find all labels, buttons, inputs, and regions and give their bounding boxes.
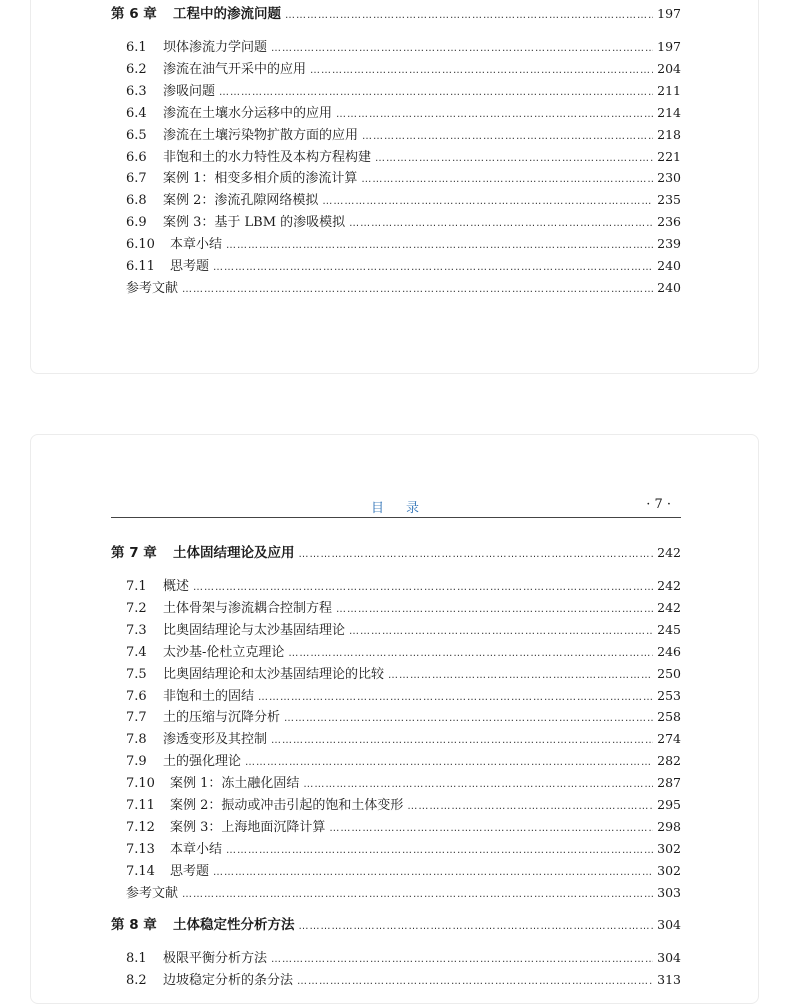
toc-entry-page: 303 [657, 884, 681, 900]
toc-entry-page: 245 [657, 621, 681, 637]
toc-entry-title: 边坡稳定分析的条分法 [163, 972, 294, 988]
toc-entry-page: 240 [657, 258, 681, 273]
toc-entry-title: 比奥固结理论与太沙基固结理论 [163, 622, 346, 638]
toc-entry-page: 302 [657, 862, 681, 878]
dot-leader [362, 128, 653, 145]
toc-section-row [126, 731, 681, 749]
dot-leader [245, 754, 653, 771]
toc-section-row [126, 61, 681, 79]
toc-section-row [126, 214, 681, 232]
toc-entry-page: 197 [657, 39, 681, 54]
toc-entry-page: 258 [657, 709, 681, 725]
toc-entry-title: 极限平衡分析方法 [163, 951, 268, 966]
toc-entry-page: 230 [657, 170, 681, 186]
dot-leader [322, 193, 653, 210]
dot-leader [388, 667, 653, 684]
toc-entry-page: 204 [657, 60, 681, 76]
toc-entry-number: 8.2 [126, 972, 147, 988]
toc-entry-page: 253 [657, 687, 681, 703]
dot-leader [349, 623, 653, 640]
toc-page-bottom [30, 434, 759, 1004]
toc-entry-number: 第 7 章 [111, 545, 157, 561]
toc-section-row [126, 709, 681, 727]
toc-entry-title: 土的压缩与沉降分析 [163, 710, 281, 726]
page-number-label: · 7 · [646, 497, 671, 512]
toc-entry-title: 渗透变形及其控制 [163, 732, 268, 748]
toc-entry-number: 7.3 [126, 622, 147, 638]
toc-chapter-row [111, 6, 681, 24]
toc-section-row [126, 39, 681, 57]
toc-entry-title: 渗流在油气开采中的应用 [163, 61, 307, 77]
toc-page-top [30, 0, 759, 374]
toc-section-row [126, 863, 681, 881]
toc-section-row [126, 950, 681, 968]
dot-leader [284, 710, 653, 727]
toc-entry-page: 295 [657, 797, 681, 812]
dot-leader [271, 951, 653, 968]
toc-entry-title: 非饱和土的水力特性及本构方程构建 [163, 149, 372, 165]
toc-entry-number: 第 8 章 [111, 917, 157, 933]
toc-section-row [126, 841, 681, 859]
dot-leader [299, 917, 654, 935]
toc-entry-page: 298 [657, 818, 681, 834]
dot-leader [303, 776, 653, 793]
toc-entry-number: 6.5 [126, 127, 147, 143]
dot-leader [349, 215, 653, 232]
toc-section-row [126, 105, 681, 123]
dot-leader [375, 150, 653, 167]
toc-entry-number: 7.9 [126, 754, 147, 770]
toc-entry-page: 274 [657, 731, 681, 747]
toc-entry-page: 287 [657, 775, 681, 791]
toc-entry-title: 参考文献 [126, 280, 179, 296]
toc-references-row [126, 280, 681, 298]
toc-section-row [126, 83, 681, 101]
toc-entry-page: 250 [657, 665, 681, 681]
dot-leader [226, 842, 653, 859]
toc-entry-number: 6.8 [126, 193, 147, 209]
toc-entry-page: 236 [657, 214, 681, 230]
toc-section-row [126, 688, 681, 706]
toc-section-row [126, 644, 681, 662]
running-title: 目录 [371, 501, 442, 516]
toc-entry-number: 7.10 [126, 776, 155, 792]
toc-entry-number: 8.1 [126, 951, 147, 966]
toc-entry-page: 218 [657, 126, 681, 142]
toc-entry-title: 案例 1：相变多相介质的渗流计算 [163, 171, 358, 187]
toc-entry-title: 案例 3：基于 LBM 的渗吸模拟 [163, 215, 346, 231]
toc-section-row [126, 127, 681, 145]
toc-entry-number: 7.5 [126, 666, 147, 682]
dot-leader [329, 820, 653, 837]
toc-references-row [126, 885, 681, 903]
toc-entry-title: 土体固结理论及应用 [173, 545, 295, 561]
toc-section-row [126, 622, 681, 640]
toc-entry-title: 坝体渗流力学问题 [163, 40, 268, 55]
toc-entry-title: 案例 2：渗流孔隙网络模拟 [163, 193, 319, 209]
toc-entry-number: 7.11 [126, 798, 155, 813]
toc-section-row [126, 666, 681, 684]
toc-entry-title: 渗流在土壤水分运移中的应用 [163, 105, 333, 121]
dot-leader [299, 545, 654, 563]
toc-entry-number: 7.1 [126, 579, 147, 594]
toc-entry-title: 土的强化理论 [163, 754, 242, 770]
toc-entry-number: 6.2 [126, 61, 147, 77]
toc-entry-page: 304 [657, 917, 681, 932]
toc-section-row [126, 775, 681, 793]
toc-entry-page: 246 [657, 643, 681, 659]
dot-leader [219, 84, 653, 101]
toc-entry-title: 本章小结 [170, 237, 223, 253]
dot-leader [258, 689, 653, 706]
dot-leader [213, 259, 653, 276]
toc-entry-title: 案例 1：冻土融化固结 [170, 776, 300, 792]
running-header [111, 497, 681, 518]
toc-entry-title: 土体骨架与渗流耦合控制方程 [163, 600, 333, 616]
toc-entry-number: 7.6 [126, 688, 147, 704]
toc-section-row [126, 258, 681, 276]
toc-entry-number: 7.2 [126, 600, 147, 616]
dot-leader [271, 40, 653, 57]
toc-entry-number: 7.14 [126, 863, 155, 879]
toc-entry-number: 6.7 [126, 171, 147, 187]
dot-leader [336, 106, 653, 123]
toc-entry-page: 242 [657, 599, 681, 615]
toc-entry-page: 282 [657, 753, 681, 769]
dot-leader [193, 579, 653, 596]
toc-entry-page: 240 [657, 279, 681, 295]
dot-leader [361, 171, 653, 188]
toc-chapter-row [111, 917, 681, 935]
dot-leader [297, 973, 653, 990]
toc-entry-number: 7.13 [126, 841, 155, 857]
toc-entry-page: 239 [657, 236, 681, 252]
toc-entry-title: 渗流在土壤污染物扩散方面的应用 [163, 127, 359, 143]
toc-entry-page: 235 [657, 192, 681, 208]
dot-leader [288, 645, 653, 662]
toc-entry-page: 211 [657, 82, 681, 98]
dot-leader [271, 732, 653, 749]
toc-entry-title: 本章小结 [170, 841, 223, 857]
toc-entry-number: 7.8 [126, 732, 147, 748]
toc-entry-number: 7.12 [126, 819, 155, 835]
toc-entry-title: 案例 2：振动或冲击引起的饱和土体变形 [170, 798, 404, 813]
toc-entry-title: 非饱和土的固结 [163, 688, 255, 704]
toc-entry-number: 第 6 章 [111, 6, 157, 22]
toc-entry-number: 6.1 [126, 40, 147, 55]
toc-entry-page: 313 [657, 971, 681, 987]
toc-entry-title: 比奥固结理论和太沙基固结理论的比较 [163, 666, 385, 682]
toc-entry-page: 302 [657, 840, 681, 856]
toc-entry-number: 7.4 [126, 644, 147, 660]
toc-section-row [126, 819, 681, 837]
toc-entry-title: 思考题 [170, 259, 210, 274]
toc-entry-number: 6.11 [126, 259, 155, 274]
toc-entry-number: 6.9 [126, 215, 147, 231]
dot-leader [310, 62, 653, 79]
dot-leader [336, 601, 653, 618]
dot-leader [213, 864, 653, 881]
toc-entry-title: 思考题 [170, 863, 210, 879]
toc-entry-title: 工程中的渗流问题 [173, 6, 281, 22]
toc-entry-title: 土体稳定性分析方法 [173, 917, 295, 933]
toc-section-row [126, 600, 681, 618]
toc-section-row [126, 192, 681, 210]
toc-entry-page: 197 [657, 6, 681, 21]
toc-chapter-row [111, 545, 681, 563]
toc-entry-title: 参考文献 [126, 885, 179, 901]
dot-leader [182, 281, 653, 298]
toc-entry-number: 7.7 [126, 710, 147, 726]
toc-section-row [126, 149, 681, 167]
toc-entry-number: 6.3 [126, 83, 147, 99]
toc-entry-number: 6.4 [126, 105, 147, 121]
dot-leader [407, 798, 653, 815]
toc-section-row [126, 797, 681, 815]
toc-entry-title: 渗吸问题 [163, 83, 216, 99]
toc-entry-page: 221 [657, 148, 681, 164]
dot-leader [182, 886, 653, 903]
toc-section-row [126, 170, 681, 188]
toc-section-row [126, 753, 681, 771]
toc-entry-page: 242 [657, 545, 681, 560]
toc-entry-title: 案例 3：上海地面沉降计算 [170, 819, 326, 835]
dot-leader [285, 6, 653, 24]
toc-entry-number: 6.10 [126, 237, 155, 253]
toc-entry-page: 304 [657, 950, 681, 965]
toc-entry-page: 242 [657, 578, 681, 593]
toc-entry-title: 概述 [163, 579, 190, 594]
toc-entry-title: 太沙基-伦杜立克理论 [163, 644, 285, 660]
toc-section-row [126, 578, 681, 596]
toc-section-row [126, 236, 681, 254]
toc-entry-number: 6.6 [126, 149, 147, 165]
toc-section-row [126, 972, 681, 990]
toc-entry-page: 214 [657, 104, 681, 120]
dot-leader [226, 237, 653, 254]
